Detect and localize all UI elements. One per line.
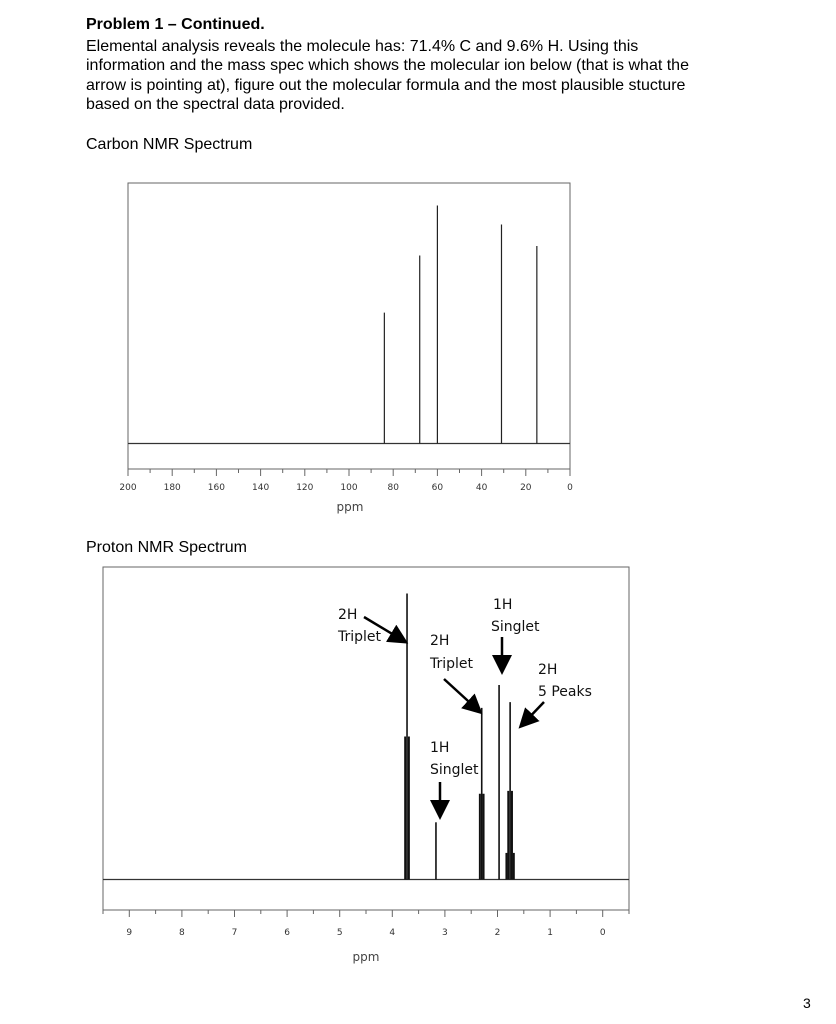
- problem-line-3: arrow is pointing at), figure out the molecular formula and the most plausible stucture: [86, 76, 686, 94]
- proton-peak-3: [480, 708, 484, 880]
- problem-line-2: information and the mass spec which shows the molecular ion below (that is what the: [86, 57, 689, 75]
- proton-xaxis-label: ppm: [352, 950, 380, 964]
- carbon-tick-label: 160: [207, 483, 225, 493]
- problem-line-4: based on the spectral data provided.: [86, 95, 345, 113]
- proton-peak-5: [506, 702, 513, 879]
- annotation-2h-triplet-b-line2: Triplet: [430, 656, 474, 672]
- annotation-2h-triplet-b: [429, 633, 479, 711]
- problem-line-1: Elemental analysis reveals the molecule has: 71.4% C and 9.6% H. Using this: [86, 38, 639, 55]
- proton-tick-label: 9: [126, 928, 133, 938]
- proton-tick-label: 2: [494, 928, 501, 938]
- annotation-1h-singlet-top-line1: 1H: [493, 597, 513, 613]
- carbon-tick-label: 0: [567, 483, 573, 493]
- proton-nmr-title: Proton NMR Spectrum: [86, 539, 247, 556]
- annotation-2h-5-peaks-line1: 2H: [538, 662, 558, 678]
- annotation-2h-triplet-a-line1: 2H: [338, 607, 358, 623]
- carbon-tick-label: 20: [520, 483, 532, 493]
- carbon-tick-label: 80: [387, 483, 399, 493]
- annotation-2h-5-peaks: [522, 662, 592, 725]
- carbon-tick-label: 100: [340, 483, 358, 493]
- carbon-tick-label: 40: [475, 483, 488, 493]
- proton-tick-label: 5: [336, 928, 343, 938]
- proton-tick-label: 6: [284, 928, 290, 938]
- annotation-2h-triplet-a-line2: Triplet: [338, 629, 382, 645]
- annotation-2h-triplet-b-line1: 2H: [430, 633, 450, 649]
- proton-tick-label: 0: [599, 928, 606, 938]
- carbon-nmr-title: Carbon NMR Spectrum: [86, 136, 253, 153]
- proton-tick-label: 1: [547, 928, 553, 938]
- carbon-tick-label: 140: [252, 483, 270, 493]
- proton-peak-1: [405, 594, 409, 880]
- problem-title: Problem 1 – Continued.: [86, 16, 265, 33]
- annotation-2h-5-peaks-line2: 5 Peaks: [538, 684, 592, 700]
- carbon-tick-label: 120: [296, 483, 314, 493]
- annotation-1h-singlet-top: [491, 597, 540, 670]
- annotation-1h-singlet-top-line2: Singlet: [491, 619, 540, 635]
- carbon-xaxis-label: ppm: [336, 500, 364, 514]
- annotation-1h-singlet-bottom-line1: 1H: [430, 740, 450, 756]
- arrow-icon: [522, 702, 544, 725]
- proton-tick-label: 3: [442, 928, 448, 938]
- carbon-tick-label: 180: [163, 483, 181, 493]
- proton-tick-label: 4: [389, 928, 396, 938]
- annotation-1h-singlet-bottom-line2: Singlet: [430, 762, 479, 778]
- page-number: 3: [803, 995, 811, 1011]
- proton-tick-label: 7: [231, 928, 238, 938]
- carbon-tick-label: 200: [119, 483, 137, 493]
- annotation-1h-singlet-bottom: [430, 740, 479, 815]
- arrow-icon: [444, 679, 479, 711]
- annotation-2h-triplet-a: [337, 607, 404, 645]
- carbon-tick-label: 60: [431, 483, 444, 493]
- proton-tick-label: 8: [179, 928, 185, 938]
